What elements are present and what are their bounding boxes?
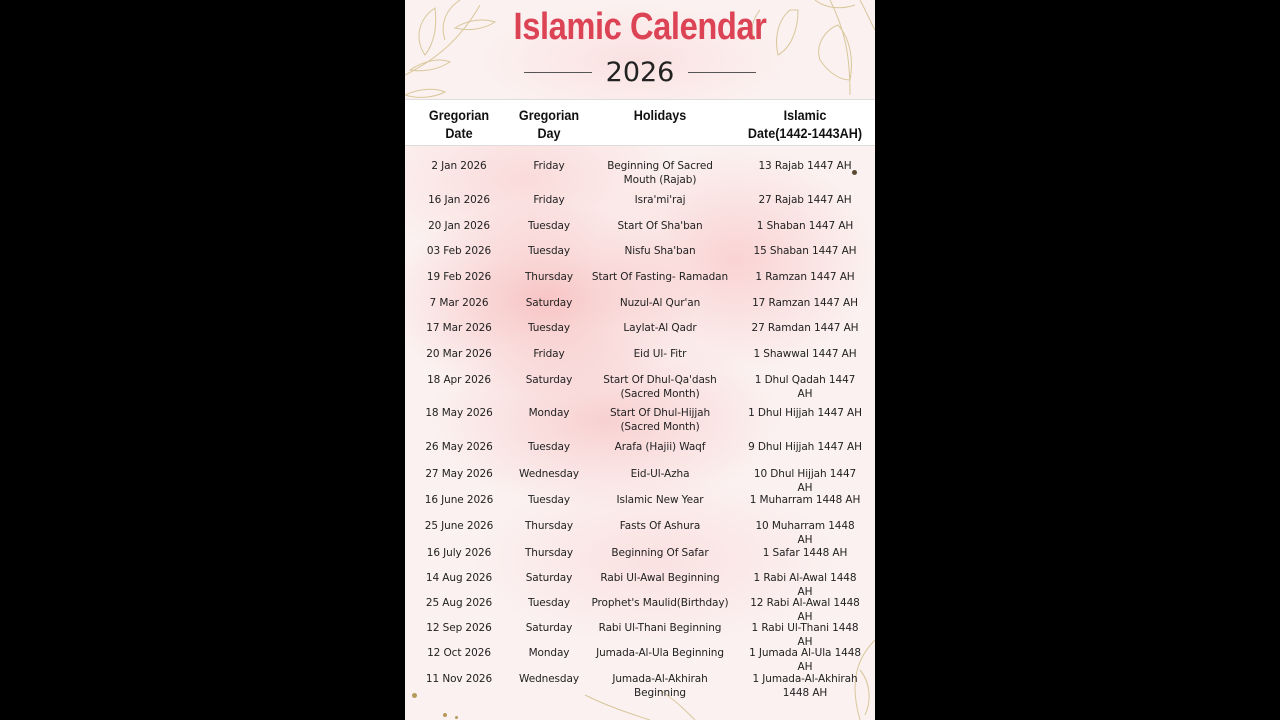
cell-islamic-date: 9 Dhul Hijjah 1447 AH [748,441,862,453]
cell-islamic-date: 1 Rabi Al-Awal 1448 AH [753,572,857,598]
table-row [405,348,875,362]
cell-holiday: Beginning Of Sacred Mouth (Rajab) [607,160,713,186]
table-row [405,572,875,599]
table-row [405,494,875,508]
cell-holiday: Eid-Ul-Azha [630,468,690,480]
cell-islamic-date: 1 Shawwal 1447 AH [753,348,857,360]
cell-gregorian-date: 12 Sep 2026 [426,622,492,634]
cell-islamic-date: 1 Ramzan 1447 AH [755,271,855,283]
cell-islamic-date: 1 Dhul Hijjah 1447 AH [748,407,862,419]
cell-islamic-date: 27 Rajab 1447 AH [758,194,852,206]
column-header-gregorian-date: Gregorian Date [428,107,490,141]
cell-gregorian-date: 16 July 2026 [426,547,492,559]
cell-gregorian-day: Thursday [524,520,574,532]
cell-gregorian-day: Tuesday [527,597,571,609]
cell-holiday: Nuzul-Al Qur'an [619,297,701,309]
cell-holiday: Rabi Ul-Awal Beginning [600,572,720,584]
cell-gregorian-date: 18 May 2026 [425,407,493,419]
cell-holiday: Islamic New Year [616,494,704,506]
cell-gregorian-day: Wednesday [519,673,579,685]
cell-islamic-date: 1 Shaban 1447 AH [756,220,854,232]
cell-gregorian-date: 25 June 2026 [424,520,494,532]
table-row [405,160,875,187]
cell-gregorian-date: 19 Feb 2026 [426,271,492,283]
cell-gregorian-day: Friday [533,348,565,360]
cell-gregorian-date: 03 Feb 2026 [426,245,492,257]
cell-islamic-date: 1 Dhul Qadah 1447 AH [754,374,856,400]
cell-gregorian-day: Tuesday [527,220,571,232]
table-row [405,547,875,561]
cell-holiday: Rabi Ul-Thani Beginning [598,622,722,634]
decorative-dot [455,716,458,719]
cell-islamic-date: 1 Jumada Al-Ula 1448 AH [749,647,861,673]
cell-gregorian-day: Saturday [525,374,573,386]
cell-gregorian-date: 11 Nov 2026 [425,673,493,685]
cell-gregorian-day: Tuesday [527,494,571,506]
cell-gregorian-day: Tuesday [527,322,571,334]
cell-islamic-date: 1 Safar 1448 AH [762,547,848,559]
divider-line [688,72,756,73]
cell-gregorian-day: Wednesday [519,468,579,480]
cell-islamic-date: 15 Shaban 1447 AH [753,245,857,257]
cell-gregorian-date: 16 June 2026 [424,494,494,506]
cell-gregorian-day: Saturday [525,297,573,309]
cell-islamic-date: 17 Ramzan 1447 AH [752,297,858,309]
cell-gregorian-date: 7 Mar 2026 [429,297,489,309]
cell-gregorian-day: Monday [528,647,570,659]
cell-gregorian-day: Thursday [524,271,574,283]
cell-gregorian-day: Friday [533,194,565,206]
cell-gregorian-day: Saturday [525,622,573,634]
table-row [405,245,875,259]
cell-gregorian-date: 26 May 2026 [425,441,493,453]
table-header [405,99,875,146]
cell-holiday: Start Of Dhul-Hijjah (Sacred Month) [609,407,711,433]
cell-holiday: Jumada-Al-Akhirah Beginning [612,673,708,699]
table-row [405,468,875,495]
cell-holiday: Laylat-Al Qadr [623,322,697,334]
cell-holiday: Beginning Of Safar [611,547,709,559]
cell-holiday: Fasts Of Ashura [619,520,701,532]
table-row [405,647,875,674]
cell-gregorian-day: Saturday [525,572,573,584]
table-row [405,194,875,208]
cell-gregorian-day: Thursday [524,547,574,559]
year-label: 2026 [605,56,675,88]
cell-holiday: Arafa (Hajii) Waqf [614,441,706,453]
column-header-islamic-date: Islamic Date(1442-1443AH) [747,107,863,141]
cell-islamic-date: 1 Jumada-Al-Akhirah 1448 AH [752,673,858,699]
table-row [405,407,875,434]
cell-gregorian-date: 27 May 2026 [425,468,493,480]
cell-gregorian-day: Tuesday [527,441,571,453]
column-header-gregorian-day: Gregorian Day [518,107,580,141]
cell-islamic-date: 10 Muharram 1448 AH [755,520,855,546]
calendar-page [405,0,875,720]
cell-holiday: Start Of Sha'ban [617,220,703,232]
cell-gregorian-date: 12 Oct 2026 [427,647,491,659]
table-row [405,673,875,700]
cell-holiday: Isra'mi'raj [634,194,686,206]
table-row [405,297,875,311]
cell-islamic-date: 27 Ramdan 1447 AH [751,322,859,334]
divider-line [524,72,592,73]
table-row [405,374,875,401]
cell-gregorian-date: 14 Aug 2026 [425,572,493,584]
cell-holiday: Start Of Dhul-Qa'dash (Sacred Month) [603,374,717,400]
cell-islamic-date: 13 Rajab 1447 AH [758,160,852,172]
table-row [405,622,875,649]
table-row [405,271,875,285]
table-row [405,441,875,455]
table-row [405,597,875,624]
cell-gregorian-date: 25 Aug 2026 [425,597,493,609]
cell-gregorian-date: 20 Jan 2026 [428,220,490,232]
cell-holiday: Jumada-Al-Ula Beginning [596,647,724,659]
decorative-dot [443,713,447,717]
cell-gregorian-date: 16 Jan 2026 [428,194,490,206]
cell-holiday: Eid Ul- Fitr [633,348,687,360]
cell-gregorian-day: Tuesday [527,245,571,257]
cell-holiday: Start Of Fasting- Ramadan [591,271,729,283]
cell-islamic-date: 1 Muharram 1448 AH [749,494,861,506]
cell-holiday: Prophet's Maulid(Birthday) [591,597,729,609]
page-title: Islamic Calendar [513,6,767,48]
cell-gregorian-day: Monday [528,407,570,419]
cell-islamic-date: 10 Dhul Hijjah 1447 AH [753,468,857,494]
year-row [405,53,875,91]
column-header-holidays: Holidays [633,107,687,123]
cell-gregorian-date: 18 Apr 2026 [427,374,491,386]
cell-gregorian-date: 20 Mar 2026 [426,348,492,360]
cell-gregorian-day: Friday [533,160,565,172]
table-row [405,520,875,547]
cell-holiday: Nisfu Sha'ban [624,245,696,257]
table-row [405,322,875,336]
cell-gregorian-date: 17 Mar 2026 [426,322,492,334]
cell-islamic-date: 1 Rabi Ul-Thani 1448 AH [751,622,859,648]
table-row [405,220,875,234]
cell-islamic-date: 12 Rabi Al-Awal 1448 AH [750,597,860,623]
cell-gregorian-date: 2 Jan 2026 [431,160,487,172]
